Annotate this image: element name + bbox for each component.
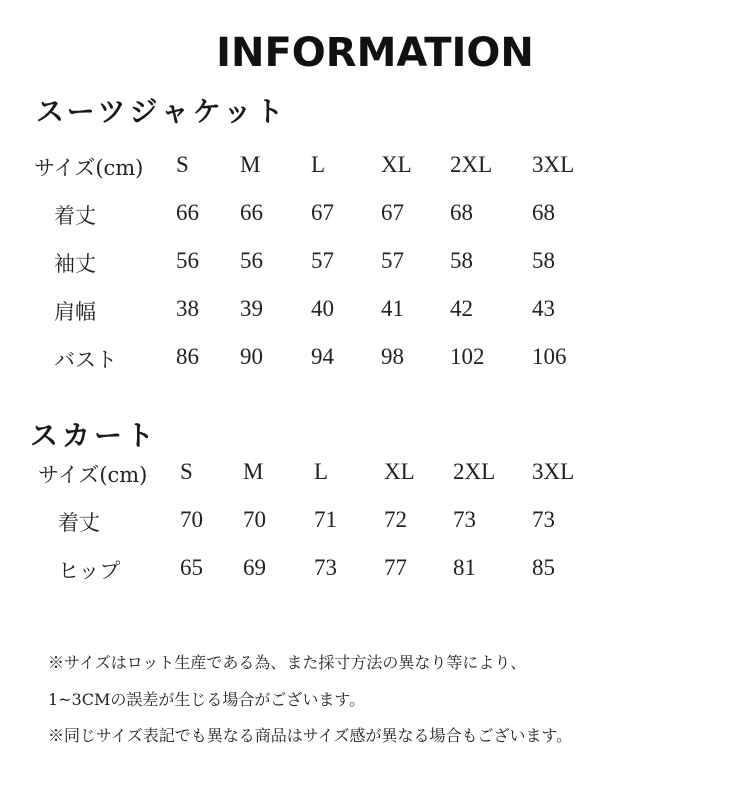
skirt-heading: スカート xyxy=(30,419,159,452)
jacket-size-2xl: 2XL xyxy=(450,152,493,177)
table-cell: 42 xyxy=(450,296,473,321)
table-cell: 38 xyxy=(176,296,199,321)
note-line-1: ※サイズはロット生産である為、また採寸方法の異なり等により、 xyxy=(48,653,527,672)
table-cell: 66 xyxy=(240,200,263,225)
skirt-size-l: L xyxy=(314,459,329,484)
table-cell: 40 xyxy=(311,296,334,321)
skirt-size-xl: XL xyxy=(384,459,415,484)
table-cell: 81 xyxy=(453,555,476,580)
table-cell: 57 xyxy=(311,248,334,273)
skirt-size-m: M xyxy=(243,459,264,484)
table-cell: 106 xyxy=(532,344,567,369)
jacket-size-xl: XL xyxy=(381,152,412,177)
table-cell: 58 xyxy=(532,248,555,273)
skirt-header-row xyxy=(0,459,700,489)
table-cell: 70 xyxy=(180,507,203,532)
table-cell: 56 xyxy=(176,248,199,273)
table-cell: 67 xyxy=(381,200,404,225)
table-cell: 77 xyxy=(384,555,407,580)
row-label: ヒップ xyxy=(58,559,121,583)
jacket-size-m: M xyxy=(240,152,261,177)
table-cell: 70 xyxy=(243,507,266,532)
skirt-size-3xl: 3XL xyxy=(532,459,575,484)
table-cell: 90 xyxy=(240,344,263,369)
table-cell: 58 xyxy=(450,248,473,273)
table-cell: 66 xyxy=(176,200,199,225)
table-cell: 39 xyxy=(240,296,263,321)
skirt-size-label: サイズ(cm) xyxy=(38,463,148,487)
row-label: 着丈 xyxy=(58,511,100,535)
table-cell: 68 xyxy=(450,200,473,225)
skirt-row-hip xyxy=(0,555,700,585)
jacket-heading: スーツジャケット xyxy=(36,95,288,128)
table-cell: 85 xyxy=(532,555,555,580)
jacket-size-label: サイズ(cm) xyxy=(34,156,144,180)
jacket-row-length xyxy=(0,200,700,230)
table-cell: 67 xyxy=(311,200,334,225)
table-cell: 98 xyxy=(381,344,404,369)
jacket-size-3xl: 3XL xyxy=(532,152,575,177)
table-cell: 65 xyxy=(180,555,203,580)
jacket-size-s: S xyxy=(176,152,189,177)
table-cell: 57 xyxy=(381,248,404,273)
row-label: 肩幅 xyxy=(54,300,96,324)
table-cell: 43 xyxy=(532,296,555,321)
skirt-row-length xyxy=(0,507,700,537)
table-cell: 72 xyxy=(384,507,407,532)
table-cell: 68 xyxy=(532,200,555,225)
jacket-row-shoulder xyxy=(0,296,700,326)
table-cell: 41 xyxy=(381,296,404,321)
note-line-2: 1~3CMの誤差が生じる場合がございます。 xyxy=(48,690,366,709)
table-cell: 73 xyxy=(532,507,555,532)
table-cell: 102 xyxy=(450,344,485,369)
table-cell: 94 xyxy=(311,344,334,369)
jacket-size-l: L xyxy=(311,152,326,177)
row-label: 着丈 xyxy=(54,204,96,228)
jacket-row-sleeve xyxy=(0,248,700,278)
table-cell: 86 xyxy=(176,344,199,369)
skirt-size-2xl: 2XL xyxy=(453,459,496,484)
jacket-row-bust xyxy=(0,344,700,374)
row-label: バスト xyxy=(54,348,117,372)
note-line-3: ※同じサイズ表記でも異なる商品はサイズ感が異なる場合もございます。 xyxy=(48,726,573,745)
table-cell: 71 xyxy=(314,507,337,532)
page-title: INFORMATION xyxy=(216,30,534,76)
table-cell: 73 xyxy=(453,507,476,532)
table-cell: 69 xyxy=(243,555,266,580)
table-cell: 56 xyxy=(240,248,263,273)
table-cell: 73 xyxy=(314,555,337,580)
skirt-size-s: S xyxy=(180,459,193,484)
row-label: 袖丈 xyxy=(54,252,96,276)
jacket-header-row xyxy=(0,152,700,182)
